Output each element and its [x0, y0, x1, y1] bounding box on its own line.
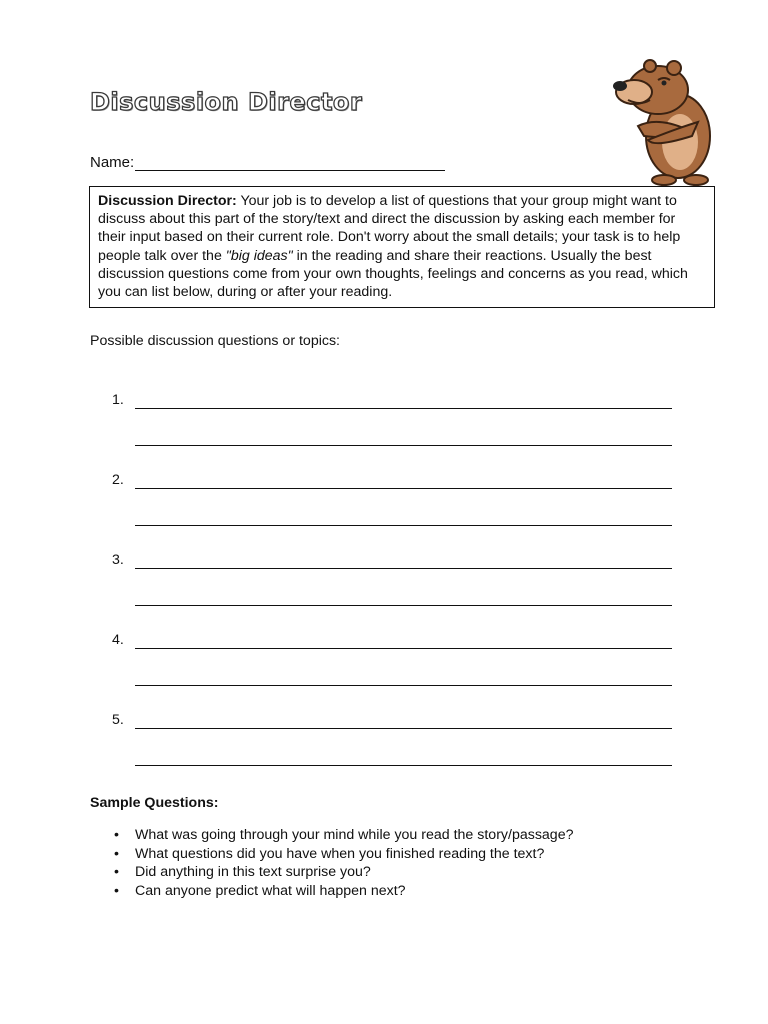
- question-number: 2.: [112, 472, 124, 488]
- question-number: 4.: [112, 632, 124, 648]
- question-item: [90, 712, 690, 792]
- question-item: [90, 392, 690, 472]
- bear-icon: [608, 56, 718, 188]
- sample-question-item: [90, 863, 573, 882]
- bullet: •: [114, 845, 119, 862]
- answer-line[interactable]: [135, 765, 672, 766]
- question-number: 5.: [112, 712, 124, 728]
- page-title: Discussion Director: [90, 88, 363, 116]
- sample-questions-list: [90, 826, 573, 900]
- sample-questions-heading: Sample Questions:: [90, 795, 219, 811]
- answer-line[interactable]: [135, 525, 672, 526]
- sample-question-item: [90, 882, 573, 901]
- answer-line[interactable]: [135, 488, 672, 489]
- answer-line[interactable]: [135, 605, 672, 606]
- sample-question-text: Can anyone predict what will happen next?: [135, 882, 406, 899]
- question-item: [90, 632, 690, 712]
- name-blank-line[interactable]: [135, 156, 445, 171]
- question-number: 3.: [112, 552, 124, 568]
- answer-line[interactable]: [135, 648, 672, 649]
- question-item: [90, 552, 690, 632]
- question-number: 1.: [112, 392, 124, 408]
- name-label: Name:: [90, 154, 135, 171]
- role-text-2: in the reading and share their reactions. Usually the best discussion questions come from your own thoughts, feelings and concerns as you read, which you can list below, during or after your reading.: [98, 247, 688, 301]
- answer-line[interactable]: [135, 445, 672, 446]
- sample-question-text: What questions did you have when you finished reading the text?: [135, 845, 545, 862]
- answer-line[interactable]: [135, 408, 672, 409]
- sample-question-item: [90, 826, 573, 845]
- role-description-box: [89, 186, 715, 308]
- question-list: [90, 392, 690, 792]
- answer-line[interactable]: [135, 728, 672, 729]
- questions-prompt: Possible discussion questions or topics:: [90, 333, 340, 349]
- bullet: •: [114, 882, 119, 899]
- name-field[interactable]: [90, 154, 445, 171]
- sample-question-text: What was going through your mind while you read the story/passage?: [135, 827, 574, 843]
- answer-line[interactable]: [135, 568, 672, 569]
- question-item: [90, 472, 690, 552]
- role-heading: Discussion Director:: [98, 193, 237, 209]
- role-emphasis: "big ideas": [225, 247, 293, 264]
- sample-question-text: Did anything in this text surprise you?: [135, 864, 371, 880]
- bullet: •: [114, 864, 119, 880]
- bullet: •: [114, 827, 119, 843]
- sample-question-item: [90, 845, 573, 864]
- answer-line[interactable]: [135, 685, 672, 686]
- role-text-1: Your job is to develop a list of questions that your group might want to discuss about this part of the story/text and direct the discussion by asking each member for their input based on their current role. Don't worry about the small details; your task is to help people talk over the: [98, 193, 681, 264]
